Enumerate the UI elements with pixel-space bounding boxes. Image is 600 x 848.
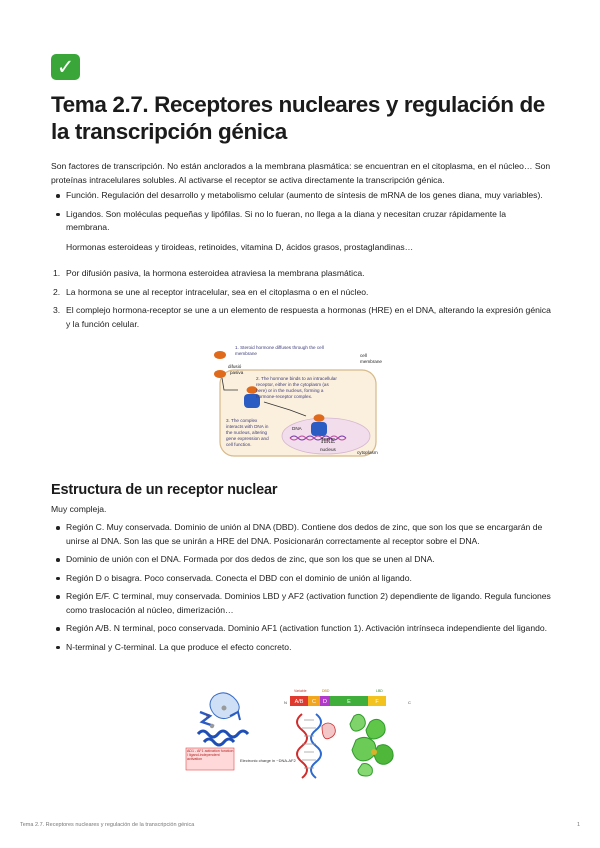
receptor (311, 422, 327, 436)
figure-label: 1. Steroid hormone diffuses through the cell (235, 345, 324, 350)
list-item: Región D o bisagra. Poco conservada. Conecta el DBD con el dominio de unión al ligando. (51, 572, 551, 586)
domain-label: D (323, 699, 327, 705)
figure-label: cytoplasm (357, 450, 378, 455)
page-footer: Tema 2.7. Receptores nucleares y regulación de la transcripción génica (20, 822, 195, 828)
list-item: Región E/F. C terminal, muy conservada. Dominios LBD y AF2 (activation function 2) dependiente de ligando. Regula funciones como traslocación al núcleo, dimerización… (51, 590, 551, 617)
check-mark-icon: ✓ (51, 54, 80, 80)
receptor-structure-list (51, 521, 551, 659)
figure-label: pasiva (230, 370, 244, 375)
list-item: Dominio de unión con el DNA. Formada por dos dedos de zinc, que son los que se unen al DNA. (51, 553, 551, 567)
figure-label: receptor, either in the cytoplasm (as (256, 382, 329, 387)
list-item: 2. La hormona se une al receptor intracelular, sea en el citoplasma o en el núcleo. (53, 286, 369, 297)
figure-label: hormone-receptor complex. (256, 394, 313, 399)
section-intro: Muy compleja. (51, 504, 107, 514)
figure-label: the nucleus, altering (226, 430, 268, 435)
list-item: Región C. Muy conservada. Dominio de unión al DNA (DBD). Contiene dos dedos de zinc, que son los que se encargarán de unirse al DNA. Son las que se unirán a HRE del DNA. Posicionarán correctamente al receptor sobre el DNA. (51, 521, 551, 548)
ligand-examples: Hormonas esteroideas y tiroideas, retinoides, vitamina D, ácidos grasos, prostaglandinas… (66, 241, 414, 252)
figure-label: difusió (228, 364, 242, 369)
domain-label: A/B (294, 699, 304, 705)
page-title: Tema 2.7. Receptores nucleares y regulación de la transcripción génica (51, 92, 545, 144)
figure-label: 2. The hormone binds to an intracellular (256, 376, 337, 381)
figure-label: HRE (321, 437, 335, 445)
figure-label: Electronic charge in ~DNA-AF2 (240, 758, 296, 763)
domain-label: E (347, 699, 351, 705)
hormone-molecule (214, 370, 226, 378)
domain-label: C (312, 699, 316, 705)
figure-label: Variable (294, 689, 307, 693)
nuclear-receptor-figure (184, 686, 416, 782)
list-item: N-terminal y C-terminal. La que produce el efecto concreto. (51, 641, 551, 655)
figure-label: DNA (292, 426, 302, 431)
figure-label: interacts with DNA in (226, 424, 269, 429)
figure-label: 3. The complex (226, 418, 258, 423)
list-item: Ligandos. Son moléculas pequeñas y lipófilas. Si no lo fueran, no llega a la diana y necesitan cruzar rápidamente la membrana. Hormonas esteroideas y tiroideas, retinoides, vitamina D, ácidos grasos, prostaglandinas… (51, 208, 551, 255)
steroid-hormone-figure (210, 342, 392, 466)
figure-label: C (408, 700, 411, 705)
page-number: 1 (577, 822, 581, 828)
figure-label: cell (360, 353, 367, 358)
domain-label: F (375, 699, 379, 705)
figure-label: gene expression and (226, 436, 269, 441)
list-item: Función. Regulación del desarrollo y metabolismo celular (aumento de síntesis de mRNA de los genes diana, muy variables). (51, 189, 551, 203)
hormone-molecule (314, 414, 325, 422)
annotation-text: AD1 - AF1 activation function / ligand-independent activation (187, 749, 234, 762)
figure-label: N (206, 714, 210, 720)
figure-label: nucleus (320, 447, 336, 452)
figure-label: DBD (322, 689, 330, 693)
figure-label: membrane (235, 351, 257, 356)
domain-bar (290, 696, 386, 706)
steps-list (51, 267, 551, 336)
section-heading: Estructura de un receptor nuclear (51, 482, 278, 498)
hormone-molecule (214, 351, 226, 359)
list-item: 3. El complejo hormona-receptor se une a un elemento de respuesta a hormonas (HRE) en el DNA, alterando la expresión génica y la función celular. (53, 305, 551, 329)
figure-label: membrane (360, 359, 382, 364)
figure-label: cell function. (226, 442, 252, 447)
intro-paragraph: Son factores de transcripción. No están anclorados a la membrana plasmática: se encuentran en el citoplasma, en el núcleo… Son proteínas intracelulares solubles. Al activarse el receptor se activa directamente la transcripción génica. (51, 161, 551, 185)
list-item: 1. Por difusión pasiva, la hormona esteroidea atraviesa la membrana plasmática. (53, 268, 365, 278)
figure-label: LBD (376, 689, 383, 693)
function-ligand-list (51, 189, 551, 259)
figure-label: N (284, 700, 287, 705)
list-item: Región A/B. N terminal, poco conservada. Dominio AF1 (activation function 1). Activación intrínseca independiente del ligando. (51, 622, 551, 636)
figure-label: here) or in the nucleus, forming a (256, 388, 324, 393)
